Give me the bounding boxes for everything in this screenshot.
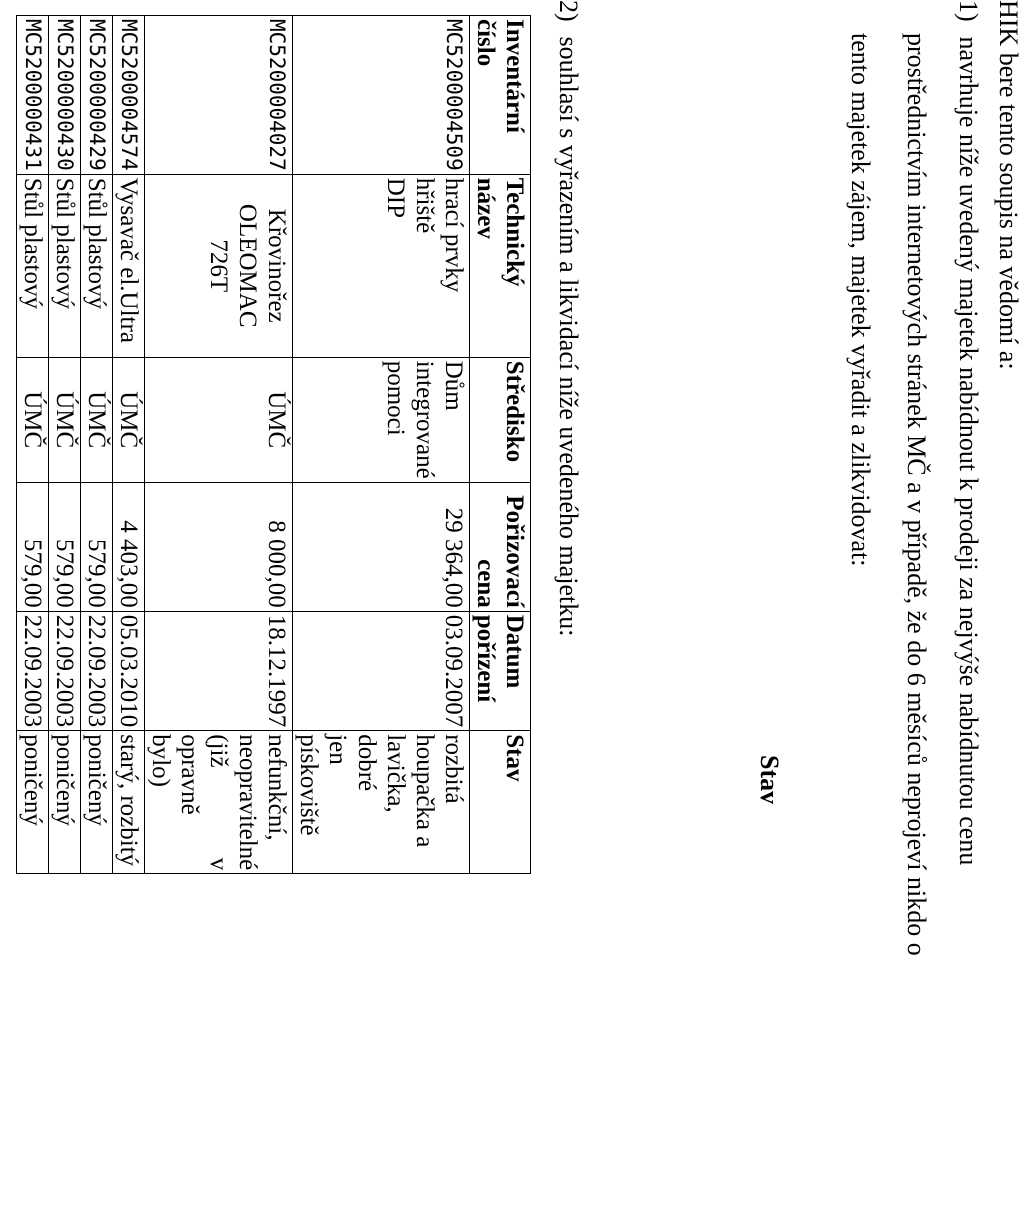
cell-purchase-date: 05.03.2010 bbox=[113, 611, 145, 731]
table-row bbox=[293, 16, 470, 874]
header-centre: Středisko bbox=[470, 357, 531, 482]
cell-centre: ÚMČ bbox=[81, 357, 113, 482]
cell-purchase-price: 29 364,00 bbox=[293, 482, 470, 611]
cell-technical-name: Vysavač el.Ultra bbox=[113, 174, 145, 357]
item2-text: souhlasí s vyřazením a likvidací níže uvedeného majetku: bbox=[554, 36, 583, 637]
table-row bbox=[145, 16, 293, 874]
header-purchase-price: Pořizovací cena bbox=[470, 482, 531, 611]
item1-line2: prostřednictvím internetových stránek MČ a v případě, že do 6 měsíců neprojeví nikdo o bbox=[902, 33, 931, 956]
item2-line bbox=[552, 0, 584, 636]
cell-technical-name: hrací prvky hřiště DIP bbox=[293, 174, 470, 357]
cell-inventory-number: MC5200004509 bbox=[293, 16, 470, 175]
cell-purchase-date: 18.12.1997 bbox=[145, 611, 293, 731]
stav-heading: Stav bbox=[755, 755, 784, 805]
cell-state: poničený bbox=[17, 731, 49, 874]
item1-line1 bbox=[952, 0, 984, 1180]
cell-purchase-price: 579,00 bbox=[49, 482, 81, 611]
table-row bbox=[81, 16, 113, 874]
table-row bbox=[49, 16, 81, 874]
cell-purchase-date: 22.09.2003 bbox=[81, 611, 113, 731]
cell-technical-name: Stůl plastový bbox=[17, 174, 49, 357]
item2-number: 2) bbox=[554, 0, 583, 22]
cell-purchase-date: 03.09.2007 bbox=[293, 611, 470, 731]
intro-line: HIK bere tento soupis na vědomí a: bbox=[994, 0, 1023, 370]
asset-table bbox=[16, 15, 531, 874]
cell-centre: ÚMČ bbox=[113, 357, 145, 482]
cell-centre: Dům integrované pomoci bbox=[293, 357, 470, 482]
cell-technical-name: Křovinořez OLEOMAC 726T bbox=[145, 174, 293, 357]
cell-centre: ÚMČ bbox=[145, 357, 293, 482]
cell-state: poničený bbox=[81, 731, 113, 874]
cell-state: nefunkční, neopravitelné (již v opravně bylo) bbox=[145, 731, 293, 874]
cell-inventory-number: MC5200000429 bbox=[81, 16, 113, 175]
header-state: Stav bbox=[470, 731, 531, 874]
cell-purchase-price: 4 403,00 bbox=[113, 482, 145, 611]
table-row bbox=[17, 16, 49, 874]
cell-technical-name: Stůl plastový bbox=[49, 174, 81, 357]
table-row bbox=[113, 16, 145, 874]
cell-centre: ÚMČ bbox=[49, 357, 81, 482]
header-purchase-date: Datum pořízení bbox=[470, 611, 531, 731]
cell-inventory-number: MC5200000431 bbox=[17, 16, 49, 175]
cell-inventory-number: MC5200004027 bbox=[145, 16, 293, 175]
cell-state: poničený bbox=[49, 731, 81, 874]
cell-inventory-number: MC5200004574 bbox=[113, 16, 145, 175]
item1-line3: tento majetek zájem, majetek vyřadit a zlikvidovat: bbox=[846, 33, 875, 567]
cell-state: rozbitá houpačka a lavička, dobré jen pískoviště bbox=[293, 731, 470, 874]
item1-number: 1) bbox=[954, 0, 983, 22]
cell-inventory-number: MC5200000430 bbox=[49, 16, 81, 175]
table-header-row bbox=[470, 16, 531, 874]
cell-purchase-price: 8 000,00 bbox=[145, 482, 293, 611]
header-inventory-number: Inventární číslo bbox=[470, 16, 531, 175]
cell-purchase-date: 22.09.2003 bbox=[17, 611, 49, 731]
cell-centre: ÚMČ bbox=[17, 357, 49, 482]
item1-text-line1: navrhuje níže uvedený majetek nabídnout k prodeji za nejvýše nabídnutou cenu bbox=[954, 36, 983, 866]
cell-technical-name: Stůl plastový bbox=[81, 174, 113, 357]
cell-purchase-price: 579,00 bbox=[81, 482, 113, 611]
cell-purchase-price: 579,00 bbox=[17, 482, 49, 611]
cell-state: starý, rozbitý bbox=[113, 731, 145, 874]
header-technical-name: Technický název bbox=[470, 174, 531, 357]
cell-purchase-date: 22.09.2003 bbox=[49, 611, 81, 731]
